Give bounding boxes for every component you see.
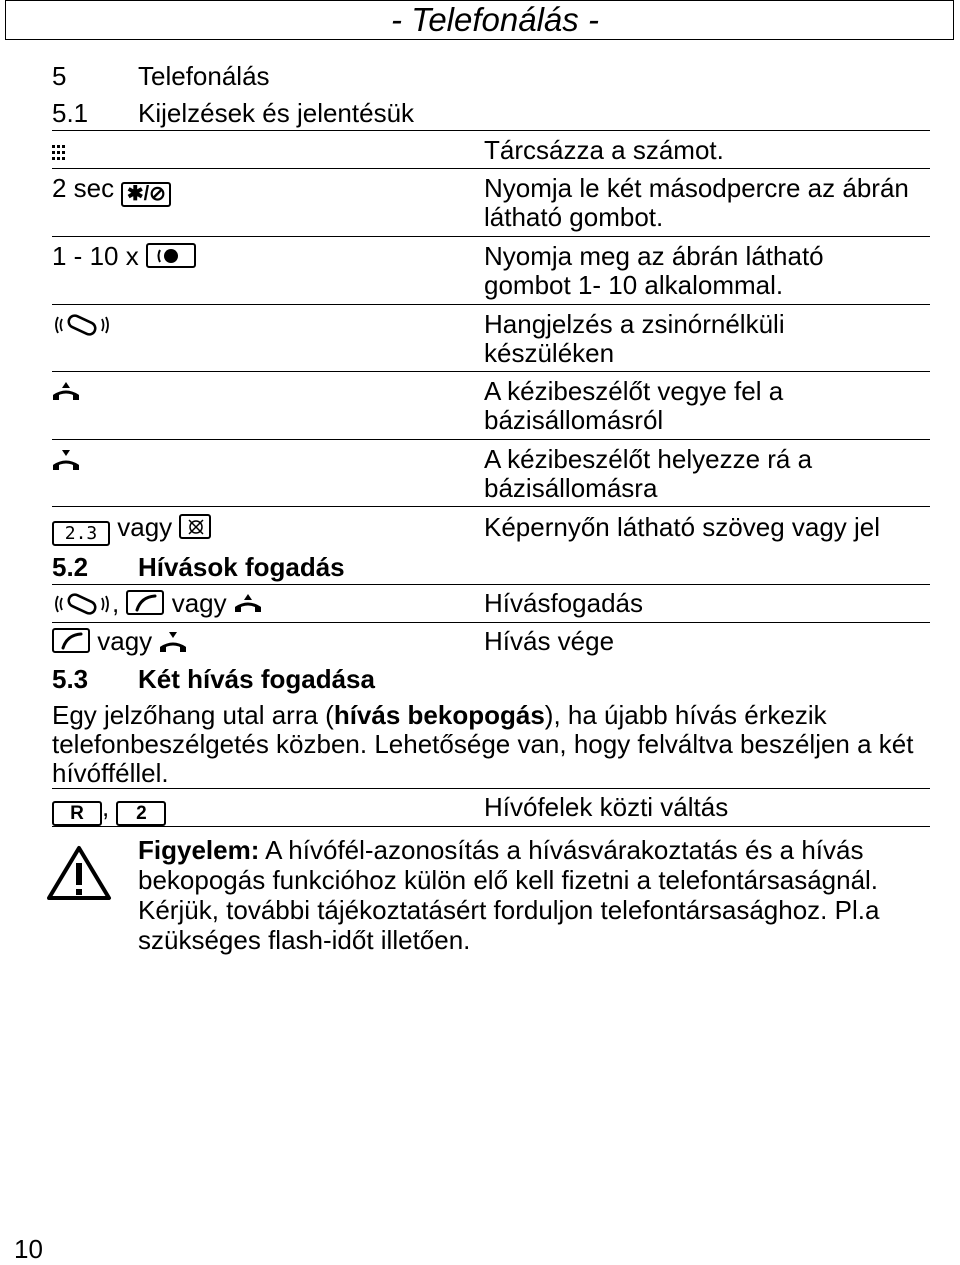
warning-label: Figyelem: <box>138 835 260 865</box>
dial-pad-icon <box>52 143 66 163</box>
ringing-handset-icon <box>52 592 112 616</box>
section-53-paragraph <box>52 701 932 788</box>
divider <box>52 622 930 623</box>
r-key: R <box>52 801 102 826</box>
row-switch-sep: , <box>102 792 110 822</box>
display-symbol-icon <box>179 514 211 539</box>
row-speaker-desc: Nyomja meg az ábrán látható gombot 1- 10 alkalommal. <box>484 241 824 300</box>
handset-place-icon <box>52 448 80 472</box>
row-star-prefix: 2 sec <box>52 173 115 203</box>
section-53-title: Két hívás fogadása <box>138 664 375 694</box>
talk-key-icon <box>52 628 90 653</box>
section-51-title: Kijelzések és jelentésük <box>138 98 415 128</box>
row-dial-desc: Tárcsázza a számot. <box>484 135 724 165</box>
row-display-or: vagy <box>117 512 173 542</box>
divider <box>52 788 930 789</box>
row-speaker-prefix: 1 - 10 x <box>52 241 139 271</box>
section-52-number: 5.2 <box>52 552 89 582</box>
row-answer-desc: Hívásfogadás <box>484 588 643 618</box>
row-speaker-left <box>52 242 196 271</box>
divider <box>52 506 930 507</box>
page-number: 10 <box>14 1234 43 1264</box>
divider <box>52 371 930 372</box>
row-end-desc: Hívás vége <box>484 626 615 656</box>
ringing-handset-icon <box>52 313 112 337</box>
row-answer-left <box>52 589 262 618</box>
row-ringing-desc: Hangjelzés a zsinórnélküli készüléken <box>484 309 785 368</box>
two-key: 2 <box>116 801 166 826</box>
row-end-left <box>52 627 187 656</box>
warning-body: A hívófél-azonosítás a hívásvárakoztatás és a hívás bekopogás funkcióhoz külön elő kell fizetni a telefontársaságnál. Kérjük, további tájékoztatásért forduljon telefontársasághoz. Pl.a szükséges flash-időt illetően. <box>138 835 880 955</box>
star-key-icon: ✱/⊘ <box>121 182 171 207</box>
row-switch-desc: Hívófelek közti váltás <box>484 792 729 822</box>
warning-icon <box>46 845 112 901</box>
divider <box>52 304 930 305</box>
divider <box>52 826 930 827</box>
row-star-desc: Nyomja le két másodpercre az ábrán látható gombot. <box>484 173 909 232</box>
handset-lift-icon <box>52 380 80 404</box>
divider <box>52 168 930 169</box>
row-ringing-left <box>52 310 112 339</box>
row-star-left <box>52 174 171 207</box>
divider <box>52 584 930 585</box>
para-text-1: Egy jelzőhang utal arra ( <box>52 700 334 730</box>
section-53-number: 5.3 <box>52 664 89 694</box>
speaker-key-icon <box>146 243 196 268</box>
row-place-left <box>52 445 80 474</box>
para-bold: hívás bekopogás <box>333 700 545 730</box>
row-place-desc: A kézibeszélőt helyezze rá a bázisállomásra <box>484 444 813 503</box>
row-answer-sep: , <box>112 588 120 618</box>
row-end-or: vagy <box>97 626 153 656</box>
divider <box>52 439 930 440</box>
warning-text <box>138 835 938 955</box>
section-52-title: Hívások fogadás <box>138 552 345 582</box>
row-answer-or: vagy <box>171 588 227 618</box>
row-lift-desc: A kézibeszélőt vegye fel a bázisállomásról <box>484 376 784 435</box>
handset-place-icon <box>159 630 187 654</box>
section-5-number: 5 <box>52 61 67 91</box>
section-51-number: 5.1 <box>52 98 89 128</box>
row-lift-left <box>52 377 80 406</box>
row-display-left <box>52 513 211 546</box>
row-display-desc: Képernyőn látható szöveg vagy jel <box>484 512 881 542</box>
display-text-icon: 2.3 <box>52 521 110 546</box>
header-title: - Telefonálás - <box>391 1 599 38</box>
divider <box>52 130 930 131</box>
row-switch-left <box>52 793 166 826</box>
handset-lift-icon <box>234 592 262 616</box>
talk-key-icon <box>126 590 164 615</box>
para-text-2: ), ha újabb hívás érkezik telefonbeszélgetés közben. Lehetősége van, hogy felváltva beszéljen a két hívófféllel. <box>52 700 914 788</box>
section-5-title: Telefonálás <box>138 61 270 91</box>
row-dial-left <box>52 136 66 165</box>
divider <box>52 236 930 237</box>
